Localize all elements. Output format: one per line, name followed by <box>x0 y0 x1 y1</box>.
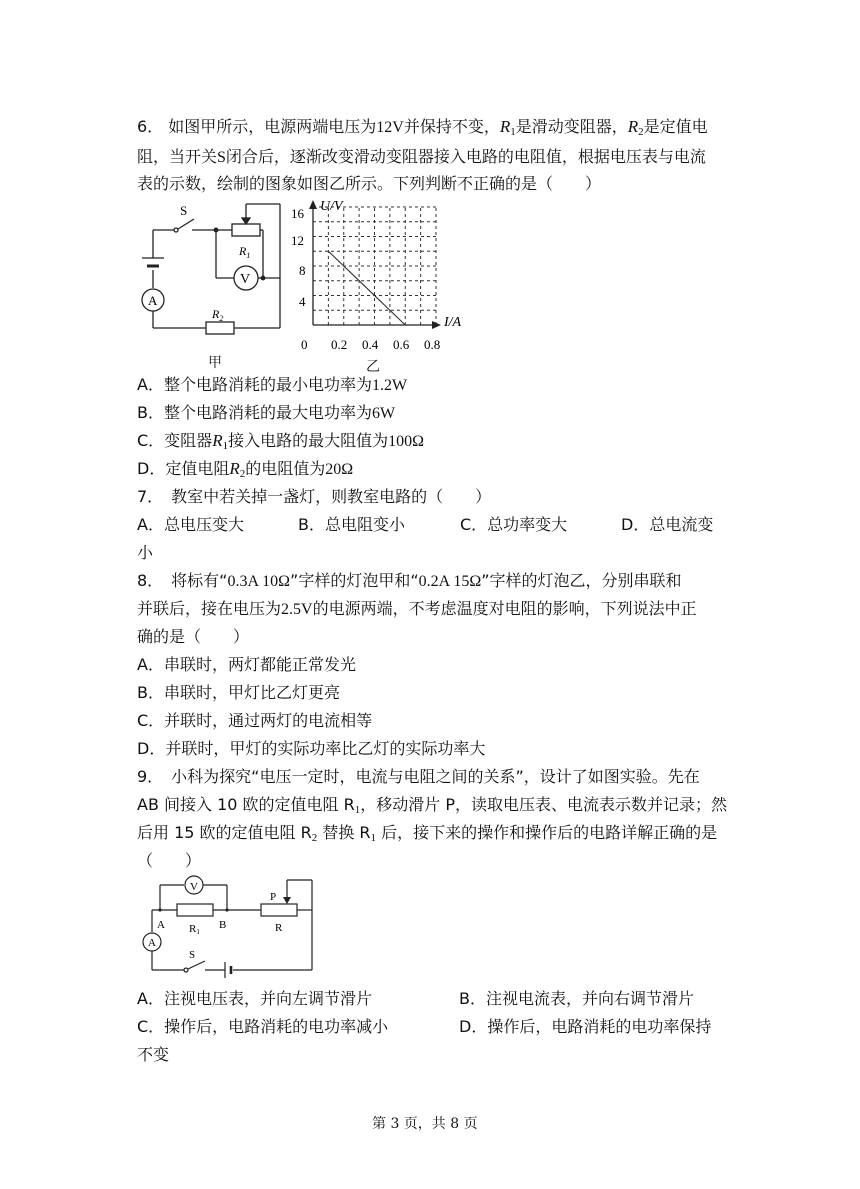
q7-option-a[interactable]: A．总电压变大 <box>137 515 244 534</box>
slider-arrow <box>283 897 291 904</box>
option-value: 100Ω <box>388 433 424 450</box>
q8-line3: 确的是（ ） <box>137 627 250 646</box>
r2-label: $R_2$ <box>212 307 224 323</box>
q9-option-a[interactable]: A．注视电压表，并向左调节滑片 <box>137 989 372 1008</box>
r2-symbol: R <box>627 117 639 136</box>
option-value: 6W <box>371 405 396 422</box>
q8-text: ”字样的灯泡甲和“ <box>290 571 419 590</box>
page-footer: 第 3 页，共 8 页 <box>372 1116 478 1132</box>
q6-text: 阻，当开关 <box>137 147 218 166</box>
subscript: 1 <box>370 832 377 844</box>
q7-option-c[interactable]: C．总功率变大 <box>460 515 568 534</box>
q8-option-b[interactable]: B．串联时，甲灯比乙灯更亮 <box>137 683 340 702</box>
r1-subscript: 1 <box>222 440 229 452</box>
q9-text: 替换 R <box>317 823 371 842</box>
option-text: B．整个电路消耗的最大电功率为 <box>137 403 372 422</box>
node-b-label: B <box>219 919 227 931</box>
option-value: 1.2W <box>371 377 408 394</box>
q9-option-c[interactable]: C．操作后，电路消耗的电功率减小 <box>137 1017 389 1036</box>
x-tick-label: 0.2 <box>331 337 348 352</box>
q8-line2 <box>137 595 697 624</box>
figure-caption-yi: 乙 <box>366 359 380 375</box>
figure-caption-jia: 甲 <box>208 355 222 371</box>
y-axis-label: U/V <box>320 199 343 214</box>
q8-text: 的电源两端，不考虑温度对电阻的影响，下列说法中正 <box>312 599 697 618</box>
q6-option-a[interactable] <box>137 371 407 400</box>
q9-line3 <box>137 819 717 852</box>
q9-text: AB 间接入 10 欧的定值电阻 R <box>137 795 355 814</box>
q9-option-b[interactable]: B．注视电流表，并向右调节滑片 <box>459 989 694 1008</box>
lamp-yi-rating: 0.2A 15Ω <box>418 573 482 590</box>
q6-text: 如图甲所示，电源两端电压为 <box>168 117 377 136</box>
x-tick-label: 0.8 <box>424 337 441 352</box>
r2-symbol: R <box>229 459 240 478</box>
option-text: C．变阻器 <box>137 431 213 450</box>
switch-label: S <box>189 949 196 961</box>
q8-text: 8． 将标有“ <box>137 571 228 590</box>
slider-p-label: P <box>270 891 277 903</box>
q6-text: 是定值电 <box>643 117 708 136</box>
q8-text: ”字样的灯泡乙，分别串联和 <box>481 571 682 590</box>
q9-text: ，移动滑片 P，读取电压表、电流表示数并记录；然 <box>360 795 727 814</box>
option-value: 20Ω <box>325 461 354 478</box>
r1-symbol: R <box>499 117 511 136</box>
node-b-dot <box>225 908 228 911</box>
r1-subscript: 1 <box>510 126 516 138</box>
subscript: 1 <box>354 804 361 816</box>
y-axis-arrow <box>309 200 317 209</box>
r2-subscript: 2 <box>638 126 644 138</box>
option-text: 接入电路的最大阻值为 <box>228 431 389 450</box>
r1-symbol: R <box>212 431 223 450</box>
q7-option-d-continued: 小 <box>137 543 154 562</box>
q8-option-c[interactable]: C．并联时，通过两灯的电流相等 <box>137 711 373 730</box>
q9-line4: （ ） <box>137 851 202 870</box>
switch-label: S <box>180 203 188 218</box>
option-text: A．整个电路消耗的最小电功率为 <box>137 375 372 394</box>
q7-stem: 7． 教室中若关掉一盏灯，则教室电路的（ ） <box>137 487 492 506</box>
data-line <box>328 251 405 325</box>
x-tick-label: 0.6 <box>393 337 410 352</box>
q7-option-d[interactable]: D．总电流变 <box>621 515 714 534</box>
voltmeter-label: V <box>240 272 251 287</box>
y-tick-label: 8 <box>299 263 306 278</box>
q9-text: 后，接下来的操作和操作后的电路详解正确的是 <box>376 823 718 842</box>
q9-line1: 9． 小科为探究“电压一定时，电流与电阻之间的关系”，设计了如图实验。先在 <box>137 767 700 786</box>
voltmeter-label: V <box>190 881 198 893</box>
lamp-jia-rating: 0.3A 10Ω <box>227 573 291 590</box>
ui-graph-yi <box>284 194 484 354</box>
r1-label: R1 <box>189 923 200 936</box>
q9-text: 后用 15 欧的定值电阻 R <box>137 823 312 842</box>
q8-option-a[interactable]: A．串联时，两灯都能正常发光 <box>137 655 356 674</box>
origin-label: 0 <box>301 337 308 352</box>
q6-text: 是滑动变阻器， <box>515 117 628 136</box>
ammeter-label: A <box>148 293 158 308</box>
option-text: 的电阻值为 <box>245 459 326 478</box>
q8-text: 并联后，接在电压为 <box>137 599 282 618</box>
ammeter-label: A <box>148 937 156 949</box>
q8-line1 <box>137 567 682 596</box>
x-tick-label: 0.4 <box>362 337 379 352</box>
x-axis-label: I/A <box>444 315 462 330</box>
q6-text: 并保持不变， <box>403 117 500 136</box>
q6-voltage: 12V <box>376 119 404 136</box>
r1-label: $R_1$ <box>239 244 251 260</box>
y-tick-label: 16 <box>291 206 304 221</box>
q6-text: 闭合后，逐渐改变滑动变阻器接入电路的电阻值，根据电压表与电流 <box>225 147 706 166</box>
q9-option-d-continued: 不变 <box>137 1045 170 1064</box>
node-a-label: A <box>157 919 165 931</box>
y-tick-label: 12 <box>291 233 304 248</box>
node-a-dot <box>158 908 161 911</box>
y-tick-label: 4 <box>299 294 306 309</box>
rheostat-label: R <box>275 922 283 934</box>
q6-number: 6． <box>137 117 164 136</box>
option-text: D．定值电阻 <box>137 459 230 478</box>
subscript: 2 <box>311 832 318 844</box>
circuit-diagram-q9 <box>137 870 322 982</box>
r2-subscript: 2 <box>239 468 246 480</box>
q6-line2 <box>137 143 706 172</box>
q7-option-b[interactable]: B．总电阻变小 <box>298 515 405 534</box>
q6-text: 表的示数，绘制的图象如图乙所示。下列判断不正确的是（ ） <box>137 174 602 193</box>
q6-option-b[interactable] <box>137 399 395 428</box>
q8-option-d[interactable]: D．并联时，甲灯的实际功率比乙灯的实际功率大 <box>137 739 486 758</box>
q6-line1 <box>137 113 708 146</box>
switch-symbol: S <box>217 149 226 166</box>
q9-option-d[interactable]: D．操作后，电路消耗的电功率保持 <box>459 1017 712 1036</box>
supply-voltage: 2.5V <box>281 601 313 618</box>
